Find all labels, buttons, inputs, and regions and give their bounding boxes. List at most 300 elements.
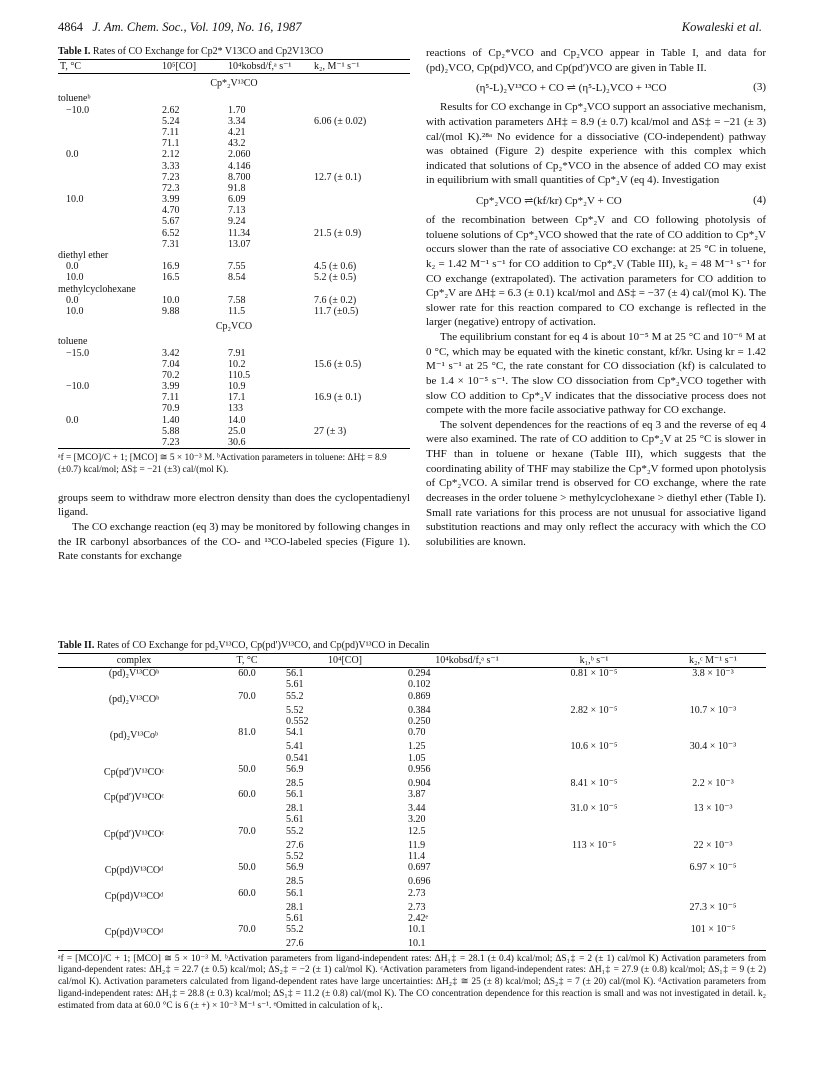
table-cell: 60.0: [238, 887, 256, 899]
table-cell: 2.42ᵉ: [408, 912, 429, 924]
table-cell: 10.6 × 10⁻⁵: [570, 741, 618, 753]
table-cell: [58, 172, 160, 183]
table-cell: 9.88: [162, 305, 180, 317]
table-cell: 5.67: [162, 216, 180, 228]
table-cell: [58, 803, 210, 814]
table-cell: 28.1: [286, 803, 304, 815]
table1-footnote: ᵃf = [MCO]/C + 1; [MCO] ≅ 5 × 10⁻³ M. ᵇActivation parameters in toluene: ΔH‡ = 8.9 (±0.7) kcal/mol; ΔS‡ = −21 (±3) cal/(mol K).: [58, 453, 387, 475]
table-cell: 55.2: [286, 924, 304, 936]
table-cell: [210, 705, 284, 716]
table-cell: 3.99: [162, 194, 180, 206]
table-row: [58, 403, 410, 414]
table-cell: [226, 284, 312, 295]
table-cell: 55.2: [286, 825, 304, 837]
table-cell: [528, 851, 660, 862]
table-cell: Cp(pd′)V¹³COᶜ: [103, 792, 165, 804]
table-row: [58, 840, 766, 851]
table-cell: 3.87: [408, 789, 426, 801]
table-cell: 13.07: [228, 238, 251, 250]
table-row: [58, 239, 410, 250]
table-cell: [58, 679, 210, 690]
table-cell: 5.52: [286, 704, 304, 716]
table-row: [58, 826, 766, 840]
table-row: [58, 803, 766, 814]
table-cell: [58, 716, 210, 727]
table-cell: 2.62: [162, 104, 180, 116]
table-cell: [312, 149, 410, 160]
table-cell: 7.31: [162, 238, 180, 250]
table-cell: [58, 228, 160, 239]
table-row: [58, 902, 766, 913]
table-cell: [528, 716, 660, 727]
table-cell: [226, 336, 312, 347]
left-paragraph: The CO exchange reaction (eq 3) may be monitored by following changes in the IR carbonyl absorbances of the CO- and ¹³CO-labeled species (Figure 1). Rate constants for exchange: [58, 520, 410, 563]
table-cell: 3.44: [408, 803, 426, 815]
table-cell: [58, 116, 160, 127]
table-cell: 5.2 (± 0.5): [314, 272, 357, 284]
table-cell: [528, 764, 660, 778]
table-cell: [312, 403, 410, 414]
table-cell: [528, 924, 660, 938]
table2-header: complex: [58, 654, 210, 668]
table-row: [58, 764, 766, 778]
table-cell: 71.1: [162, 138, 180, 150]
table-cell: [58, 370, 160, 381]
journal-citation: J. Am. Chem. Soc., Vol. 109, No. 16, 1987: [92, 20, 302, 34]
table-cell: 2.12: [162, 149, 180, 161]
right-column: [426, 46, 766, 549]
table-cell: [58, 938, 210, 950]
table-cell: 55.2: [286, 690, 304, 702]
table-cell: −15.0: [66, 347, 90, 359]
table-cell: [312, 284, 410, 295]
table-row: [58, 127, 410, 138]
table-cell: 3.33: [162, 160, 180, 172]
table2-title: Rates of CO Exchange for pd₂V¹³CO, Cp(pd′)V¹³CO, and Cp(pd)V¹³CO in Decalin: [96, 640, 430, 651]
table-cell: 0.0: [66, 261, 79, 273]
table-cell: 0.541: [286, 752, 309, 764]
table-cell: [58, 753, 210, 764]
table-cell: 11.9: [408, 839, 426, 851]
table-cell: Cp(pd)V¹³COᵈ: [104, 890, 164, 902]
table-cell: [660, 727, 766, 741]
table-cell: [660, 814, 766, 825]
table-row: [58, 814, 766, 825]
table-cell: [660, 913, 766, 924]
table-cell: [58, 403, 160, 414]
table-cell: 3.20: [408, 814, 426, 826]
table-cell: 6.09: [228, 194, 246, 206]
table-cell: [58, 426, 160, 437]
table-cell: 9.24: [228, 216, 246, 228]
table-cell: 5.41: [286, 741, 304, 753]
table-cell: [312, 437, 410, 449]
table-row: [58, 250, 410, 261]
equation-4-number: (4): [753, 194, 766, 206]
table-cell: 60.0: [238, 789, 256, 801]
table2: [58, 653, 766, 951]
table-cell: 6.97 × 10⁻⁵: [689, 862, 737, 874]
table-cell: [312, 239, 410, 250]
table-cell: [160, 250, 226, 261]
table-cell: [660, 851, 766, 862]
table-cell: [312, 161, 410, 172]
table-cell: 7.6 (± 0.2): [314, 294, 357, 306]
table-cell: 14.0: [228, 414, 246, 426]
table-cell: [210, 913, 284, 924]
table-cell: 54.1: [286, 727, 304, 739]
table-cell: [58, 913, 210, 924]
table-cell: 11.7 (±0.5): [314, 305, 359, 317]
table-row: [58, 851, 766, 862]
table-cell: [312, 138, 410, 149]
table-cell: 7.55: [228, 261, 246, 273]
table-cell: 30.6: [226, 437, 312, 449]
table-cell: 12.5: [408, 825, 426, 837]
table2-caption: [58, 640, 766, 651]
table-cell: Cp(pd′)V¹³COᶜ: [103, 828, 165, 840]
table-row: [58, 778, 766, 789]
table-cell: 15.6 (± 0.5): [314, 358, 362, 370]
table-cell: [312, 127, 410, 138]
table-cell: 4.21: [228, 126, 246, 138]
table-cell: [312, 348, 410, 359]
table-cell: 3.99: [162, 381, 180, 393]
table-cell: 2.2 × 10⁻³: [692, 777, 734, 789]
table-row: [58, 172, 410, 183]
table-cell: 28.1: [286, 901, 304, 913]
equation-3-number: (3): [753, 81, 766, 94]
table-cell: 56.9: [286, 763, 304, 775]
table-cell: 25.0: [228, 425, 246, 437]
table-cell: 17.1: [228, 392, 246, 404]
table-cell: diethyl ether: [58, 250, 109, 261]
table-cell: 5.24: [162, 115, 180, 127]
table-row: [58, 415, 410, 426]
page-header-left: [58, 20, 302, 35]
table-cell: [58, 902, 210, 913]
table-cell: [58, 705, 210, 716]
table-row: [58, 381, 410, 392]
table-cell: 1.05: [408, 752, 426, 764]
table2-header: 10⁴[CO]: [284, 654, 406, 668]
table-cell: 0.70: [408, 727, 426, 739]
table-cell: (pd)₂V¹³Coᵇ: [109, 730, 159, 742]
table-cell: [312, 216, 410, 227]
table-cell: [58, 814, 210, 825]
table1-header-row: [58, 60, 410, 74]
table-row: [58, 753, 766, 764]
table-cell: toluene: [58, 336, 88, 348]
table2-body: [58, 668, 766, 950]
table-cell: 16.9 (± 0.1): [314, 392, 362, 404]
right-paragraph: The solvent dependences for the reactions of eq 3 and the reverse of eq 4 were also examined. The rate of CO addition to Cp*₂V at 25 °C is slower in THF than in toluene or hexane (Table III), which suggests that the coordinating ability of THF may stabilize the Cp*₂V formed upon photolysis of Cp*₂VCO. A similar trend is observed for CO exchange, where the rate decreases in the order toluene > methylcyclohexane > diethyl ether (Table I). Small rate variations for this process are not unusual for associative ligand substitution reactions and may only reflect the accuracy with which the CO solubilities are known.: [426, 418, 766, 548]
table-cell: [226, 93, 312, 104]
table-cell: [528, 814, 660, 825]
table-row: [58, 261, 410, 272]
table-cell: 0.102: [408, 679, 431, 691]
table2-label: Table II.: [58, 640, 95, 651]
table-cell: [210, 778, 284, 789]
table-cell: 10.2: [228, 358, 246, 370]
table-cell: 91.8: [228, 182, 246, 194]
table-cell: 50.0: [238, 763, 256, 775]
table-cell: [528, 727, 660, 741]
table-cell: 133: [228, 403, 243, 415]
table-cell: 5.52: [286, 851, 304, 862]
table-row: [58, 105, 410, 116]
table-row: [58, 716, 766, 727]
table-cell: 7.58: [228, 294, 246, 306]
table-cell: 0.250: [408, 715, 431, 727]
table-row: [58, 93, 410, 104]
right-paragraph: of the recombination between Cp*₂V and CO following photolysis of toluene solutions of Cp*₂VCO showed that the rate of CO addition to Cp*₂V occurs slower than the rate of associative CO exchange: at 25 °C in toluene, k₂ = 1.42 M⁻¹ s⁻¹ for CO addition to Cp*₂V (Table III), k₂ = 48 M⁻¹ s⁻¹ for CO exchange (extrapolated). The activation parameters for CO addition to Cp*₂V are ΔH‡ = 6.3 (± 0.1) kcal/mol and ΔS‡ = −37 (± 4) cal/(mol K). The slower rate for this reaction compared to CO exchange is reflected in the larger (negative) entropy of activation.: [426, 214, 766, 329]
table-cell: −10.0: [66, 381, 90, 393]
table-row: [58, 138, 410, 149]
table-cell: 21.5 (± 0.9): [314, 227, 362, 239]
table2-header: k₂,ᶜ M⁻¹ s⁻¹: [660, 654, 766, 668]
table-cell: 27.6: [284, 938, 406, 950]
table-row: [58, 938, 766, 950]
table-row: [58, 306, 410, 317]
table1-section-title: Cp₂VCO: [215, 321, 253, 333]
table-row: [58, 228, 410, 239]
table-cell: 10.0: [66, 305, 84, 317]
table-cell: 113 × 10⁻⁵: [571, 839, 617, 851]
table-cell: [660, 888, 766, 902]
table-cell: [660, 826, 766, 840]
table-cell: [160, 284, 226, 295]
table-cell: 4.146: [228, 160, 251, 172]
table-row: [58, 295, 410, 306]
table-cell: [660, 753, 766, 764]
table-cell: 4.5 (± 0.6): [314, 261, 357, 273]
table-cell: 0.384: [408, 704, 431, 716]
table-cell: 2.73: [408, 887, 426, 899]
table-cell: 1.25: [408, 741, 426, 753]
table-row: [58, 348, 410, 359]
table-cell: [58, 437, 160, 449]
table-cell: [58, 840, 210, 851]
table-cell: 10.0: [66, 194, 84, 206]
table-cell: [210, 753, 284, 764]
table-cell: Cp(pd′)V¹³COᶜ: [103, 766, 165, 778]
table-row: [58, 284, 410, 295]
equation-4: [426, 188, 766, 213]
table-cell: −10.0: [66, 104, 90, 116]
left-paragraph: groups seem to withdraw more electron density than does the cyclopentadienyl ligand.: [58, 491, 410, 519]
table-row: [58, 913, 766, 924]
table-cell: 27.3 × 10⁻⁵: [689, 901, 737, 913]
table-cell: 2.73: [408, 901, 426, 913]
table-cell: [528, 691, 660, 705]
table1-header: T, °C: [58, 60, 160, 74]
table-cell: [58, 876, 210, 887]
table-cell: 12.7 (± 0.1): [314, 171, 362, 183]
table-row: [58, 359, 410, 370]
table-cell: [312, 205, 410, 216]
table-cell: 5.61: [286, 814, 304, 826]
table-cell: 0.697: [408, 862, 431, 874]
table-cell: [660, 679, 766, 690]
table-cell: [312, 194, 410, 205]
table2-header: k₁,ᵇ s⁻¹: [528, 654, 660, 668]
table-cell: 56.1: [286, 887, 304, 899]
table-cell: tolueneᵇ: [58, 93, 91, 105]
table1-header: 10⁴kobsd/f,ᵃ s⁻¹: [226, 60, 312, 74]
table-row: [58, 149, 410, 160]
table-cell: [312, 105, 410, 116]
table-cell: 7.04: [162, 358, 180, 370]
table-cell: 3.8 × 10⁻³: [692, 668, 734, 680]
table-cell: 7.11: [162, 392, 180, 404]
table-cell: [528, 902, 660, 913]
table-cell: [58, 205, 160, 216]
table-cell: 3.34: [228, 115, 246, 127]
table-cell: [58, 183, 160, 194]
table-cell: [210, 938, 284, 950]
table-row: [58, 679, 766, 690]
table-cell: [528, 938, 660, 950]
table-cell: 72.3: [162, 182, 180, 194]
table-cell: 81.0: [238, 727, 256, 739]
table-cell: 30.4 × 10⁻³: [689, 741, 737, 753]
table-cell: [660, 716, 766, 727]
table-cell: [210, 814, 284, 825]
table-cell: Cp(pd)V¹³COᵈ: [104, 927, 164, 939]
table-cell: 0.0: [66, 414, 79, 426]
table-cell: 56.1: [286, 668, 304, 680]
table-cell: [58, 138, 160, 149]
table-cell: 8.54: [228, 272, 246, 284]
table-cell: 7.13: [228, 205, 246, 217]
table-cell: 28.5: [286, 777, 304, 789]
table-row: [58, 789, 766, 803]
table-cell: 0.904: [408, 777, 431, 789]
table-cell: [210, 716, 284, 727]
table-row: [58, 370, 410, 381]
table-cell: [58, 239, 160, 250]
table-cell: 10.9: [228, 381, 246, 393]
table-cell: 10.1: [406, 938, 528, 950]
table-cell: [660, 789, 766, 803]
table-cell: 7.91: [228, 347, 246, 359]
table-cell: 5.61: [286, 912, 304, 924]
table-cell: [58, 216, 160, 227]
table-cell: 27 (± 3): [314, 425, 347, 437]
table-row: [58, 161, 410, 172]
page-number: 4864: [58, 20, 83, 34]
table-cell: 13 × 10⁻³: [693, 803, 733, 815]
table-cell: 2.82 × 10⁻⁵: [570, 704, 618, 716]
table-cell: [312, 93, 410, 104]
table-cell: [160, 336, 226, 347]
table2-header: T, °C: [210, 654, 284, 668]
table-cell: Cp(pd)V¹³COᵈ: [104, 865, 164, 877]
table-cell: 0.81 × 10⁻⁵: [570, 668, 618, 680]
table-cell: [58, 359, 160, 370]
table-cell: 60.0: [238, 668, 256, 680]
table1-title: Rates of CO Exchange for Cp2* V13CO and Cp2V13CO: [92, 46, 324, 57]
table2-header: 10⁴kobsd/f,ᵃ s⁻¹: [406, 654, 528, 668]
table-cell: 56.1: [286, 789, 304, 801]
table-cell: 7.23: [160, 437, 226, 449]
table-cell: [660, 764, 766, 778]
table-cell: [312, 183, 410, 194]
table-cell: 56.9: [286, 862, 304, 874]
table-cell: [528, 789, 660, 803]
table-cell: 70.0: [238, 825, 256, 837]
table-row: [58, 205, 410, 216]
table-cell: 70.2: [162, 369, 180, 381]
table-cell: [160, 93, 226, 104]
table-cell: 10.0: [66, 272, 84, 284]
table-cell: [528, 679, 660, 690]
table-cell: 22 × 10⁻³: [693, 839, 733, 851]
table-cell: 110.5: [228, 369, 251, 381]
table-cell: [210, 679, 284, 690]
table-cell: 0.696: [408, 876, 431, 888]
right-paragraph: Results for CO exchange in Cp*₂VCO support an associative mechanism, with activation parameters ΔH‡ = 8.9 (± 0.7) kcal/mol and ΔS‡ = −21 (± 3) cal/(mol K).²⁸ᵃ No evidence for a dissociative (CO-independent) pathway was obtained (Figure 2) despite experience with this complex which indicated that solutions of Cp₂*VCO in the absence of added CO may exist in equilibrium with small quantities of Cp*₂V (eq 4). Investigation: [426, 101, 766, 187]
table-cell: [58, 161, 160, 172]
table-cell: 70.0: [238, 690, 256, 702]
table-cell: 0.956: [408, 763, 431, 775]
table-row: [58, 336, 410, 347]
table-cell: 16.5: [162, 272, 180, 284]
table-row: [58, 272, 410, 283]
right-paragraph: The equilibrium constant for eq 4 is about 10⁻⁵ M at 25 °C and 10⁻⁶ M at 0 °C, which may be equated with the kinetic constant, kf/kr. Using kr = 1.42 M⁻¹ s⁻¹ at 25 °C, the rate constant for CO dissociation (kf) is calculated to be 1.4 × 10⁻⁵ s⁻¹. The slow CO dissociation from Cp*₂VCO together with slow CO addition to Cp*₂V indicates that the dissociative process does not compete with the more facile associative pathway for CO exchange.: [426, 331, 766, 417]
table-cell: 70.9: [162, 403, 180, 415]
table-cell: 11.4: [408, 851, 426, 862]
table-cell: 31.0 × 10⁻⁵: [570, 803, 618, 815]
table-cell: 10.1: [408, 924, 426, 936]
table-row: [58, 691, 766, 705]
table-cell: 10.0: [162, 294, 180, 306]
table-row: [58, 392, 410, 403]
table-cell: 8.41 × 10⁻⁵: [570, 777, 618, 789]
table-cell: [210, 741, 284, 752]
right-paragraph: reactions of Cp₂*VCO and Cp₂VCO appear in Table I, and data for (pd)₂VCO, Cp(pd)VCO, and Cp(pd′)VCO are given in Table II.: [426, 47, 766, 74]
table-cell: [312, 336, 410, 347]
table1-section-title: Cp*₂V¹³CO: [210, 78, 258, 90]
table-row: [58, 705, 766, 716]
table-cell: [312, 370, 410, 381]
table-cell: 6.06 (± 0.02): [314, 115, 367, 127]
table-cell: [226, 250, 312, 261]
table1-body: [58, 74, 410, 449]
table-cell: [210, 840, 284, 851]
table-cell: [210, 803, 284, 814]
table-cell: 4.70: [162, 205, 180, 217]
equation-4-body: Cp*₂VCO ⇌(kf/kr) Cp*₂V + CO: [476, 195, 622, 207]
table-cell: 11.5: [228, 305, 246, 317]
table1-caption: [58, 46, 410, 57]
table-cell: [210, 876, 284, 887]
table-cell: 1.40: [162, 414, 180, 426]
table-cell: (pd)₂V¹³COᵇ: [108, 693, 160, 705]
table-cell: [528, 753, 660, 764]
table-row: [58, 116, 410, 127]
table-row: [58, 194, 410, 205]
table-cell: 1.70: [228, 104, 246, 116]
table-cell: [660, 938, 766, 950]
table-cell: 7.11: [162, 126, 180, 138]
table-cell: 3.42: [162, 347, 180, 359]
table-row: [58, 437, 410, 449]
table-cell: 5.88: [162, 425, 180, 437]
table-row: [58, 876, 766, 887]
table2-header-row: [58, 654, 766, 668]
